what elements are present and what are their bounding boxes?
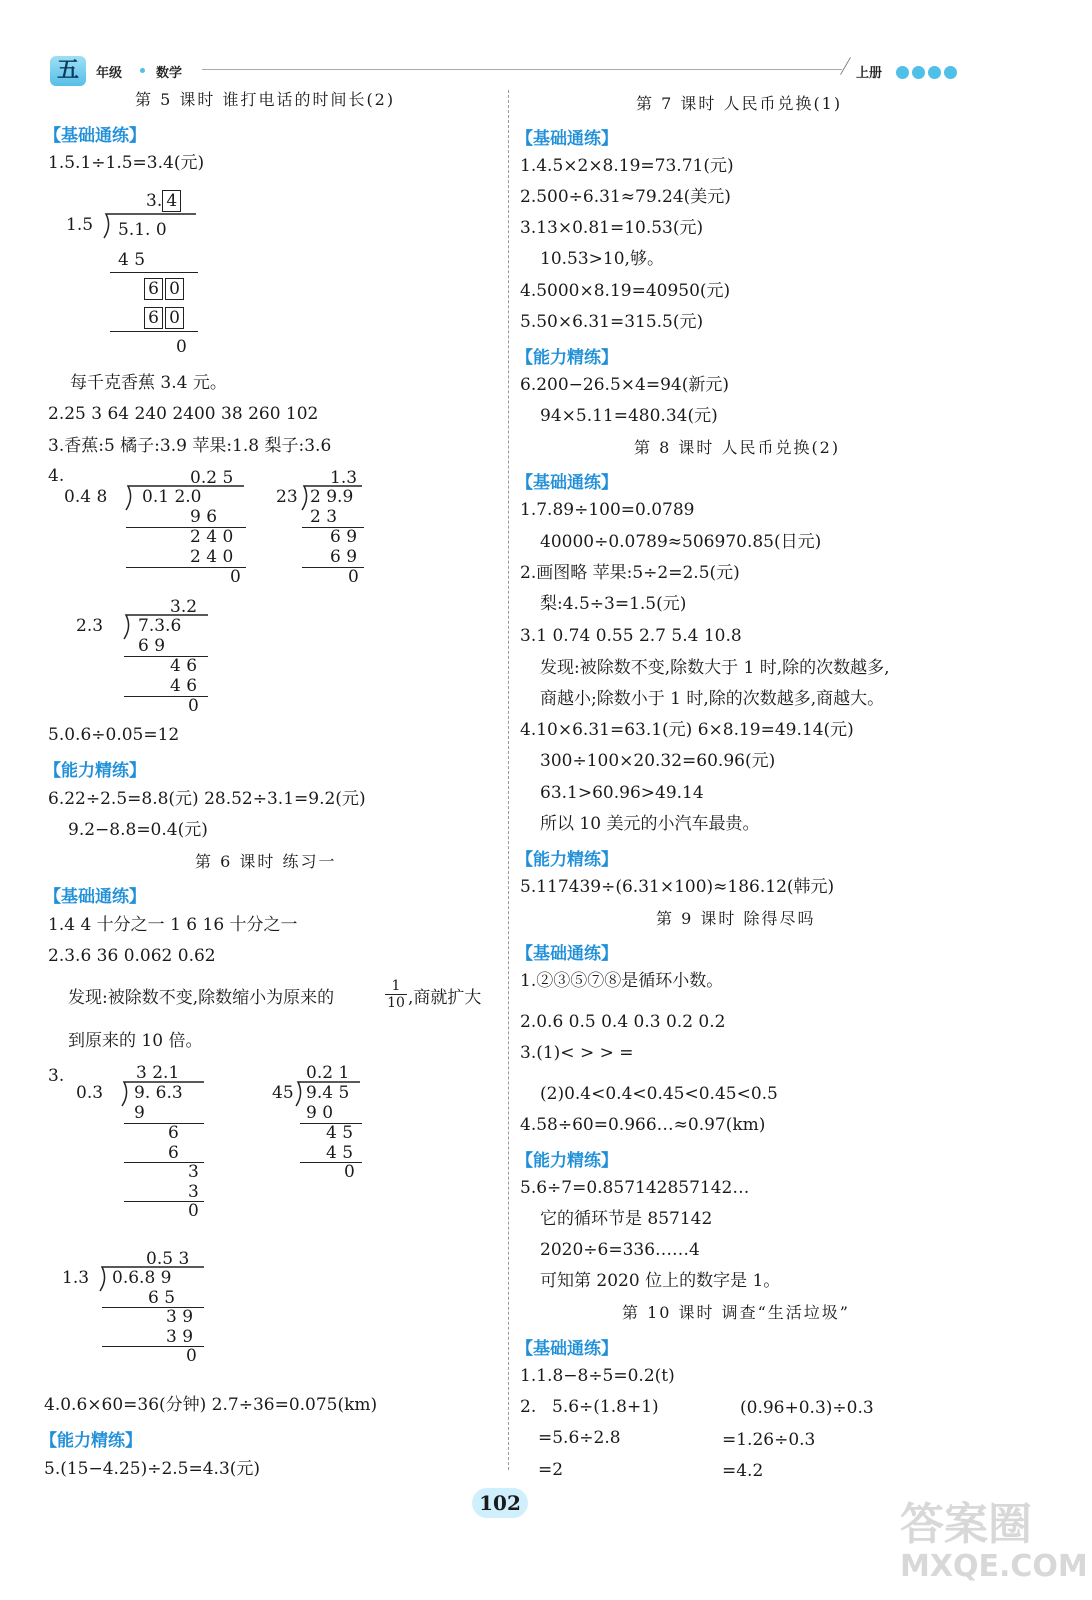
lesson6-title: 第 6 课时 练习一 <box>195 852 337 871</box>
lesson9-q3a: 3.(1)< > > = <box>520 1043 634 1063</box>
lesson6-q4: 4.0.6×60=36(分钟) 2.7÷36=0.075(km) <box>44 1395 378 1415</box>
grade-badge: 五 <box>50 56 86 86</box>
div4-dividend: 7.3.6 <box>138 616 182 636</box>
lesson9-q1: 1.②③⑤⑦⑧是循环小数。 <box>520 971 724 991</box>
lesson9-q5d: 可知第 2020 位上的数字是 1。 <box>540 1271 781 1291</box>
lesson9-q4: 4.58÷60=0.966…≈0.97(km) <box>520 1115 766 1135</box>
div7-dividend: 0.6.8 9 <box>112 1268 172 1288</box>
div5-row3: 6 <box>168 1143 179 1163</box>
header-grade: 年级 <box>96 66 123 81</box>
lesson8-basic-heading: 【基础通练】 <box>516 473 618 493</box>
div2-rule2 <box>126 567 246 568</box>
lesson5-q3: 3.香蕉:5 橘子:3.9 苹果:1.8 梨子:3.6 <box>48 436 332 456</box>
lesson10-q2b-line2: =1.26÷0.3 <box>722 1430 816 1450</box>
lesson9-q5c: 2020÷6=336……4 <box>540 1240 700 1260</box>
lesson9-ability-heading: 【能力精练】 <box>516 1151 618 1171</box>
lesson9-basic-heading: 【基础通练】 <box>516 944 618 964</box>
lesson5-basic-heading: 【基础通练】 <box>44 126 146 146</box>
lesson7-q3b: 10.53>10,够。 <box>540 249 664 269</box>
div3-row4: 0 <box>348 567 359 587</box>
header-dot-icon <box>140 68 145 73</box>
column-divider <box>508 90 509 1470</box>
div6-row2: 4 5 <box>326 1123 354 1143</box>
div1-row4: 0 <box>176 337 187 357</box>
div7-row2: 3 9 <box>166 1307 194 1327</box>
div5-rule1 <box>124 1123 204 1124</box>
div3-row3: 6 9 <box>330 547 358 567</box>
lesson6-finding-c: 到原来的 10 倍。 <box>68 1031 203 1051</box>
lesson10-q1: 1.1.8−8÷5=0.2(t) <box>520 1366 675 1386</box>
header-volume: 上册 <box>856 66 883 81</box>
lesson6-q1: 1.4 4 十分之一 1 6 16 十分之一 <box>48 915 298 935</box>
lesson5-title: 第 5 课时 谁打电话的时间长(2) <box>135 90 396 109</box>
div2-row2: 2 4 0 <box>190 527 234 547</box>
lesson10-basic-heading: 【基础通练】 <box>516 1339 618 1359</box>
div6-row1: 9 0 <box>306 1103 334 1123</box>
lesson8-q4c: 63.1>60.96>49.14 <box>540 783 704 803</box>
div7-quotient: 0.5 3 <box>146 1249 190 1269</box>
div7-row3: 3 9 <box>166 1327 194 1347</box>
div1-rule2 <box>110 331 198 332</box>
lesson8-title: 第 8 课时 人民币兑换(2) <box>634 438 841 457</box>
div4-row1: 6 9 <box>138 636 166 656</box>
lesson8-q3b: 发现:被除数不变,除数大于 1 时,除的次数越多, <box>540 658 890 678</box>
lesson5-q6a: 6.22÷2.5=8.8(元) 28.52÷3.1=9.2(元) <box>48 789 366 809</box>
lesson7-q1: 1.4.5×2×8.19=73.71(元) <box>520 156 734 176</box>
lesson7-q6b: 94×5.11=480.34(元) <box>540 406 718 426</box>
lesson7-title: 第 7 课时 人民币兑换(1) <box>636 94 843 113</box>
div3-row1: 2 3 <box>310 507 338 527</box>
lesson8-q4: 4.10×6.31=63.1(元) 6×8.19=49.14(元) <box>520 720 854 740</box>
div2-row4: 0 <box>230 567 241 587</box>
div7-divisor: 1.3 <box>62 1268 90 1288</box>
div6-divisor: 45 <box>272 1083 294 1103</box>
div2-quotient: 0.2 5 <box>190 468 234 488</box>
lesson5-q1: 1.5.1÷1.5=3.4(元) <box>48 153 205 173</box>
lesson7-q2: 2.500÷6.31≈79.24(美元) <box>520 187 731 207</box>
lesson5-q6b: 9.2−8.8=0.4(元) <box>68 820 208 840</box>
lesson6-q2: 2.3.6 36 0.062 0.62 <box>48 946 216 966</box>
div1-row3: 6 0 <box>144 307 186 329</box>
lesson5-ability-heading: 【能力精练】 <box>44 761 146 781</box>
div5-row6: 0 <box>188 1201 199 1221</box>
watermark-logo: 答案圈 MXQE.COM <box>900 1499 1088 1584</box>
div4-row3: 4 6 <box>170 676 198 696</box>
lesson7-basic-heading: 【基础通练】 <box>516 129 618 149</box>
lesson8-q3c: 商越小;除数小于 1 时,除的次数越多,商越大。 <box>540 689 885 709</box>
div5-row1: 9 <box>134 1103 145 1123</box>
lesson10-title: 第 10 课时 调查“生活垃圾” <box>622 1303 850 1322</box>
lesson10-q2a-line1: 5.6÷(1.8+1) <box>552 1397 659 1417</box>
div6-row4: 0 <box>344 1162 355 1182</box>
div3-divisor: 23 <box>276 487 298 507</box>
lesson9-q5: 5.6÷7=0.857142857142… <box>520 1178 750 1198</box>
div2-row3: 2 4 0 <box>190 547 234 567</box>
page-number: 102 <box>472 1488 528 1518</box>
lesson9-q2: 2.0.6 0.5 0.4 0.3 0.2 0.2 <box>520 1012 726 1032</box>
div4-row2: 4 6 <box>170 656 198 676</box>
lesson8-ability-heading: 【能力精练】 <box>516 850 618 870</box>
div1-row1: 4 5 <box>118 250 146 270</box>
lesson7-q5: 5.50×6.31=315.5(元) <box>520 312 704 332</box>
div5-dividend: 9. 6.3 <box>134 1083 183 1103</box>
div3-row2: 6 9 <box>330 527 358 547</box>
lesson10-q2: 2. <box>520 1397 537 1417</box>
div5-row2: 6 <box>168 1123 179 1143</box>
lesson6-q3: 3. <box>48 1066 65 1086</box>
lesson10-q2a-line2: =5.6÷2.8 <box>538 1428 621 1448</box>
header-slash <box>840 57 851 75</box>
lesson6-q5: 5.(15−4.25)÷2.5=4.3(元) <box>44 1459 261 1479</box>
lesson7-q3: 3.13×0.81=10.53(元) <box>520 218 704 238</box>
div1-rule1 <box>110 272 198 273</box>
lesson6-finding-a: 发现:被除数不变,除数缩小为原来的 <box>68 988 335 1008</box>
lesson9-title: 第 9 课时 除得尽吗 <box>656 909 816 928</box>
div1-quotient: 3. 4 <box>146 190 183 212</box>
lesson5-q5: 5.0.6÷0.05=12 <box>48 725 180 745</box>
lesson7-ability-heading: 【能力精练】 <box>516 348 618 368</box>
header-rule <box>202 69 842 70</box>
div2-row1: 9 6 <box>190 507 218 527</box>
lesson6-finding-b: ,商就扩大 <box>408 988 482 1008</box>
lesson8-q3: 3.1 0.74 0.55 2.7 5.4 10.8 <box>520 626 742 646</box>
lesson9-q3b: (2)0.4<0.4<0.45<0.45<0.5 <box>540 1084 778 1104</box>
lesson9-q5b: 它的循环节是 857142 <box>540 1209 713 1229</box>
div7-row1: 6 5 <box>148 1288 176 1308</box>
div4-quotient: 3.2 <box>170 597 198 617</box>
lesson5-q1-answer: 每千克香蕉 3.4 元。 <box>70 373 227 393</box>
div4-divisor: 2.3 <box>76 616 104 636</box>
lesson10-q2b-line3: =4.2 <box>722 1461 764 1481</box>
div5-row4: 3 <box>188 1162 199 1182</box>
lesson7-q6: 6.200−26.5×4=94(新元) <box>520 375 729 395</box>
div5-quotient: 3 2.1 <box>136 1063 180 1083</box>
lesson6-ability-heading: 【能力精练】 <box>40 1431 142 1451</box>
lesson8-q1b: 40000÷0.0789≈506970.85(日元) <box>540 532 822 552</box>
div6-quotient: 0.2 1 <box>306 1063 350 1083</box>
lesson8-q4d: 所以 10 美元的小汽车最贵。 <box>540 814 760 834</box>
lesson8-q1: 1.7.89÷100=0.0789 <box>520 500 695 520</box>
div7-row4: 0 <box>186 1346 197 1366</box>
div3-dividend: 2 9.9 <box>310 487 354 507</box>
lesson6-fraction: 1 10 <box>385 978 407 1011</box>
lesson10-q2b-line1: (0.96+0.3)÷0.3 <box>740 1398 874 1418</box>
div3-quotient: 1.3 <box>330 468 358 488</box>
lesson8-q5: 5.117439÷(6.31×100)≈186.12(韩元) <box>520 877 835 897</box>
div1-row2: 6 0 <box>144 278 186 300</box>
div1-dividend: 5.1. 0 <box>118 220 167 240</box>
header-dots-icon <box>896 64 960 83</box>
lesson6-basic-heading: 【基础通练】 <box>44 887 146 907</box>
div1-divisor: 1.5 <box>66 215 94 235</box>
header-subject: 数学 <box>156 66 183 81</box>
div2-dividend: 0.1 2.0 <box>142 487 202 507</box>
div6-dividend: 9.4 5 <box>306 1083 350 1103</box>
div5-divisor: 0.3 <box>76 1083 104 1103</box>
lesson8-q2b: 梨:4.5÷3=1.5(元) <box>540 594 687 614</box>
div5-row5: 3 <box>188 1182 199 1202</box>
div4-row4: 0 <box>188 696 199 716</box>
div6-row3: 4 5 <box>326 1143 354 1163</box>
lesson7-q4: 4.5000×8.19=40950(元) <box>520 281 731 301</box>
div2-divisor: 0.4 8 <box>64 487 108 507</box>
lesson5-q4: 4. <box>48 466 65 486</box>
lesson8-q4b: 300÷100×20.32=60.96(元) <box>540 751 776 771</box>
lesson8-q2: 2.画图略 苹果:5÷2=2.5(元) <box>520 563 740 583</box>
lesson5-q2: 2.25 3 64 240 2400 38 260 102 <box>48 404 319 424</box>
lesson10-q2a-line3: =2 <box>538 1460 564 1480</box>
